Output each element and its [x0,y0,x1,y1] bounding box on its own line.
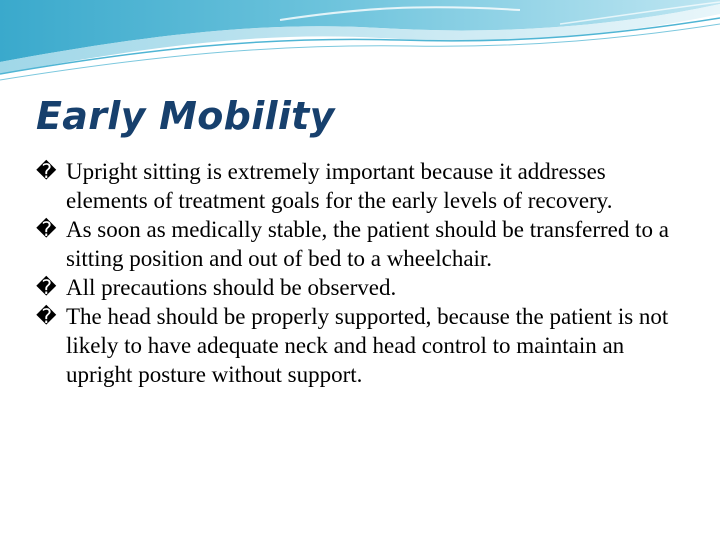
bullet-glyph-icon: � [36,275,57,299]
bullet-glyph-icon: � [36,217,57,241]
bullet-item [36,215,676,273]
bullet-text: All precautions should be observed. [66,275,397,300]
bullet-glyph-icon: � [36,159,57,183]
bullet-list [36,157,676,389]
bullet-text: Upright sitting is extremely important because it addresses elements of treatment goals for the early levels of recovery. [66,159,613,213]
bullet-item [36,157,676,215]
slide-title: Early Mobility [36,94,335,138]
bullet-item [36,273,676,302]
bullet-glyph-icon: � [36,304,57,328]
decorative-wave-header [0,0,720,90]
bullet-text: The head should be properly supported, because the patient is not likely to have adequate neck and head control to maintain an upright posture without support. [66,304,669,387]
bullet-item [36,302,676,389]
bullet-text: As soon as medically stable, the patient should be transferred to a sitting position and out of bed to a wheelchair. [66,217,669,271]
